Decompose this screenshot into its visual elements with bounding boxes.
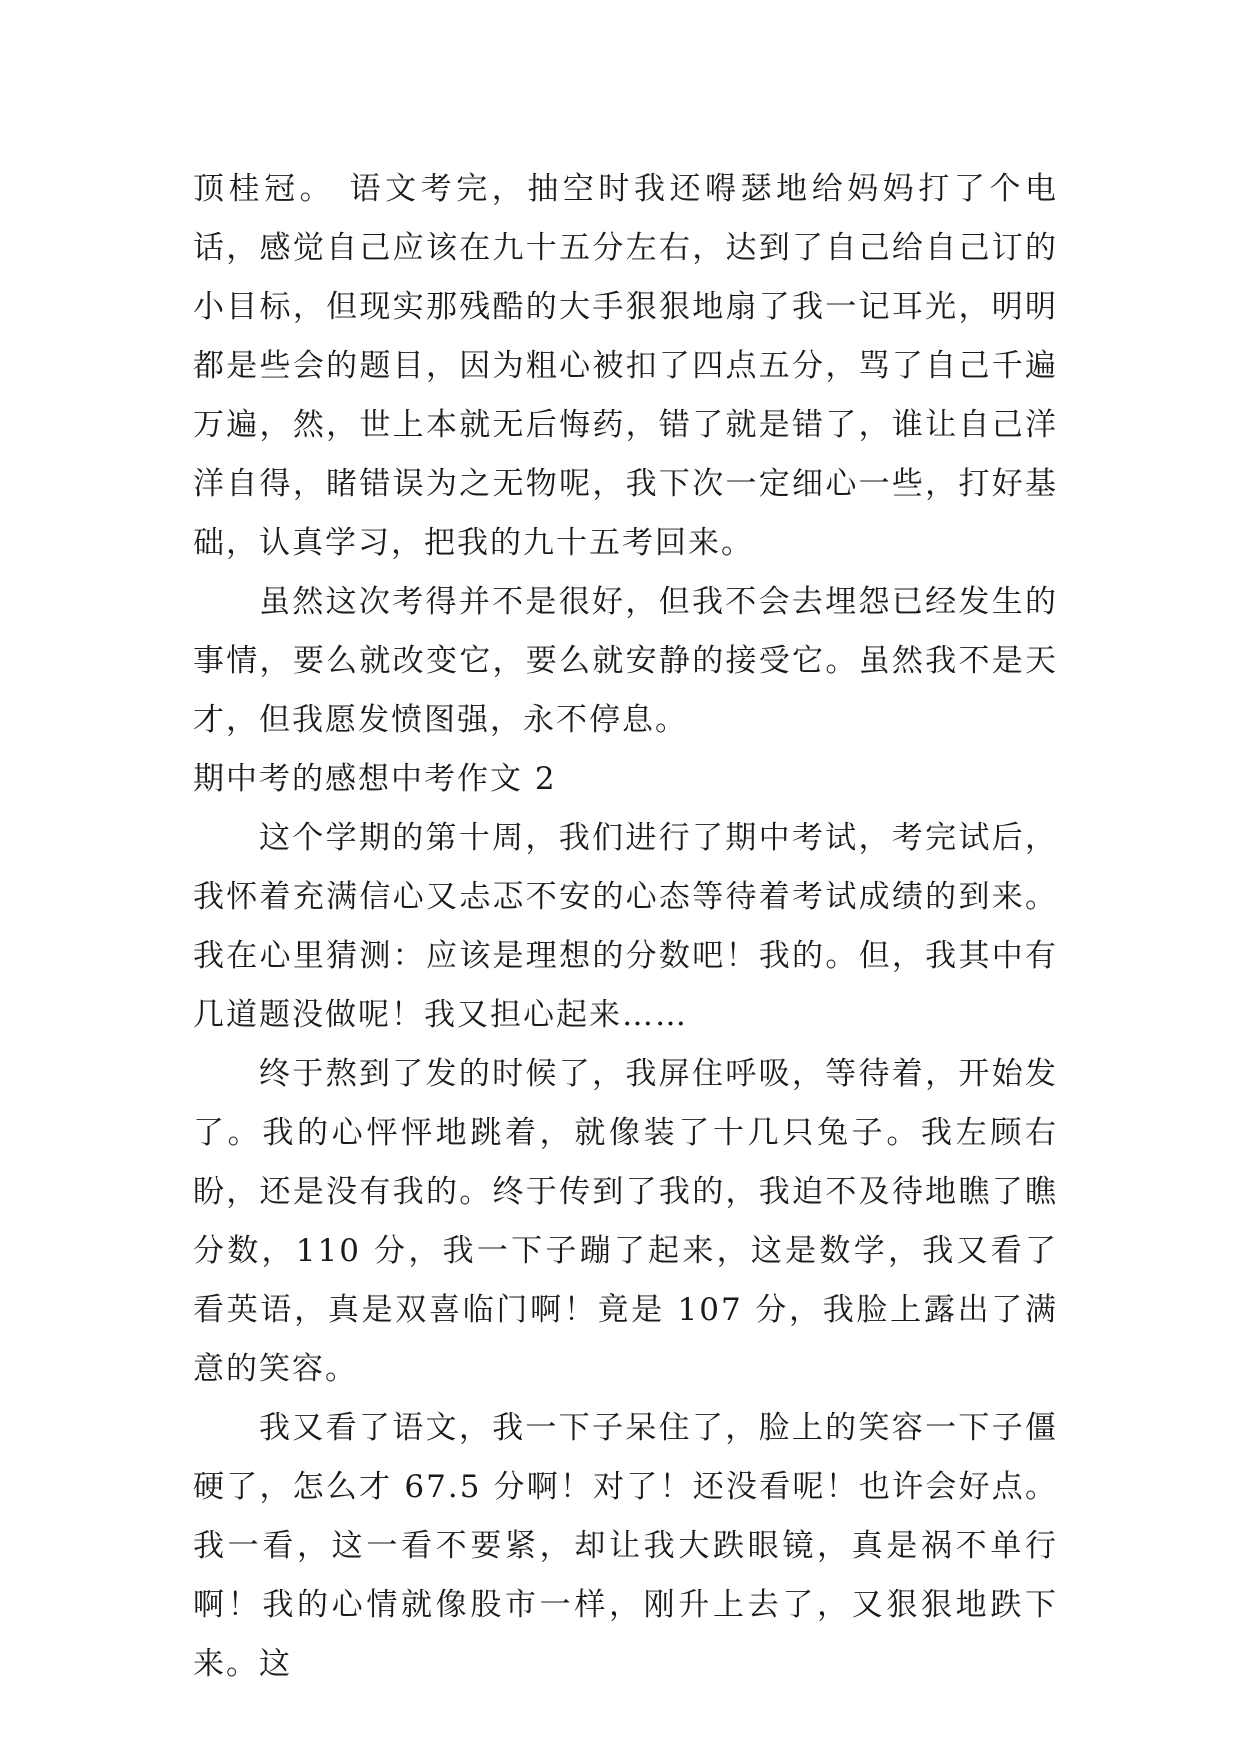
section-heading: 期中考的感想中考作文 2 (193, 761, 557, 797)
paragraph-4: 终于熬到了发的时候了，我屏住呼吸，等待着，开始发了。我的心怦怦地跳着，就像装了十几只兔子。我左顾右盼，还是没有我的。终于传到了我的，我迫不及待地瞧了瞧分数，110 分，我一下子蹦了起来，这是数学，我又看了看英语，真是双喜临门啊！竟是 107 分，我脸上露出了满意的笑容。 (193, 1056, 1058, 1387)
paragraph-3: 这个学期的第十周，我们进行了期中考试，考完试后，我怀着充满信心又忐忑不安的心态等待着考试成绩的到来。我在心里猜测：应该是理想的分数吧！我的。但，我其中有几道题没做呢！我又担心起来…… (193, 820, 1058, 1033)
paragraph-5: 我又看了语文，我一下子呆住了，脸上的笑容一下子僵硬了，怎么才 67.5 分啊！对了！还没看呢！也许会好点。我一看，这一看不要紧，却让我大跌眼镜，真是祸不单行啊！我的心情就像股市一样，刚升上去了，又狠狠地跌下来。这 (193, 1410, 1058, 1682)
document-body (193, 160, 1058, 1694)
paragraph-2: 虽然这次考得并不是很好，但我不会去埋怨已经发生的事情，要么就改变它，要么就安静的接受它。虽然我不是天才，但我愿发愤图强，永不停息。 (193, 584, 1058, 738)
paragraph-1: 顶桂冠。 语文考完，抽空时我还嘚瑟地给妈妈打了个电话，感觉自己应该在九十五分左右，达到了自己给自己订的小目标，但现实那残酷的大手狠狠地扇了我一记耳光，明明都是些会的题目，因为粗心被扣了四点五分，骂了自己千遍万遍，然，世上本就无后悔药，错了就是错了，谁让自己洋洋自得，睹错误为之无物呢，我下次一定细心一些，打好基础，认真学习，把我的九十五考回来。 (193, 171, 1058, 561)
